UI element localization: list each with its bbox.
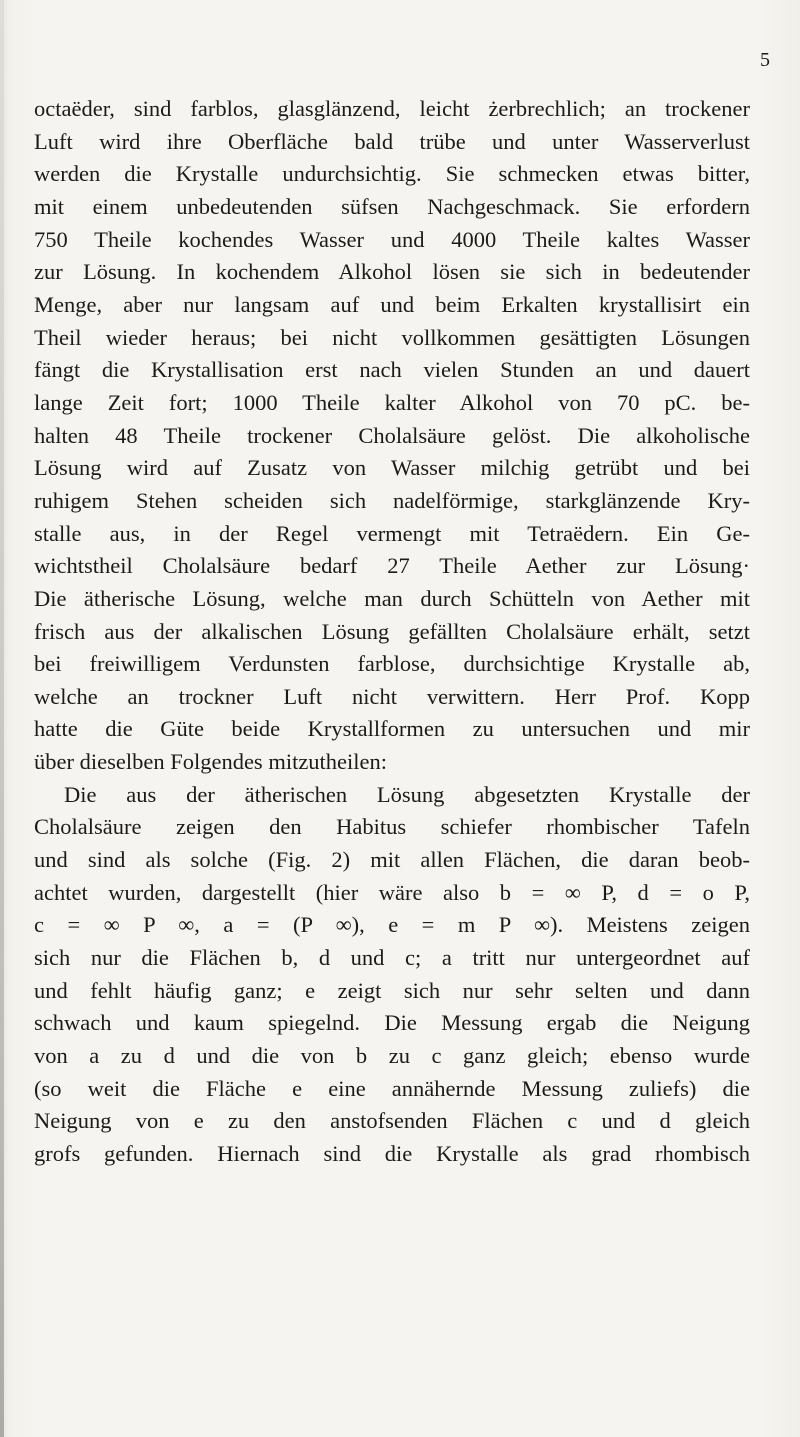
text-line: grofs gefunden. Hiernach sind die Krystalle als grad rhombisch — [34, 1141, 750, 1166]
text-line: von a zu d und die von b zu c ganz gleich; ebenso wurde — [34, 1043, 750, 1069]
text-line: ruhigem Stehen scheiden sich nadelförmige, starkglänzende Kry- — [34, 487, 750, 513]
text-line: hatte die Güte beide Krystallformen zu untersuchen und mir — [34, 716, 750, 742]
text-line: werden die Krystalle undurchsichtig. Sie schmecken etwas bitter, — [34, 161, 750, 187]
text-line: fängt die Krystallisation erst nach vielen Stunden an und dauert — [34, 357, 750, 383]
paragraph-start-line: Die aus der ätherischen Lösung abgesetzten Krystalle der — [64, 781, 750, 807]
text-line: Neigung von e zu den anstofsenden Flächen c und d gleich — [34, 1108, 750, 1134]
text-line: über dieselben Folgendes mitzutheilen: — [34, 749, 388, 775]
text-line: halten 48 Theile trockener Cholalsäure gelöst. Die alkoholische — [34, 422, 750, 448]
text-line: sich nur die Flächen b, d und c; a tritt nur untergeordnet auf — [34, 945, 750, 971]
text-line: Die ätherische Lösung, welche man durch Schütteln von Aether mit — [34, 585, 750, 611]
page-number: 5 — [760, 49, 770, 71]
text-line: schwach und kaum spiegelnd. Die Messung ergab die Neigung — [34, 1010, 750, 1036]
text-line: c = ∞ P ∞, a = (P ∞), e = m P ∞). Meistens zeigen — [34, 912, 750, 938]
text-line: (so weit die Fläche e eine annähernde Messung zuliefs) die — [34, 1075, 750, 1101]
text-line: stalle aus, in der Regel vermengt mit Tetraëdern. Ein Ge- — [34, 520, 750, 546]
text-line: wichtstheil Cholalsäure bedarf 27 Theile Aether zur Lösung· — [34, 553, 750, 579]
text-line: Theil wieder heraus; bei nicht vollkommen gesättigten Lösungen — [34, 324, 750, 350]
text-line: 750 Theile kochendes Wasser und 4000 Theile kaltes Wasser — [34, 226, 750, 252]
binding-edge — [0, 0, 4, 1437]
text-line: Cholalsäure zeigen den Habitus schiefer rhombischer Tafeln — [34, 814, 750, 840]
text-line: und sind als solche (Fig. 2) mit allen Flächen, die daran beob- — [34, 847, 750, 873]
text-line: achtet wurden, dargestellt (hier wäre also b = ∞ P, d = o P, — [34, 879, 750, 905]
text-line: welche an trockner Luft nicht verwittern. Herr Prof. Kopp — [34, 683, 750, 709]
text-line: octaëder, sind farblos, glasglänzend, leicht żerbrechlich; an trockener — [34, 96, 750, 121]
text-line: bei freiwilligem Verdunsten farblose, durchsichtige Krystalle ab, — [34, 651, 750, 677]
text-line: mit einem unbedeutenden süfsen Nachgeschmack. Sie erfordern — [34, 193, 750, 219]
body-text — [34, 93, 750, 1171]
text-line: lange Zeit fort; 1000 Theile kalter Alkohol von 70 pC. be- — [34, 389, 750, 415]
text-line: und fehlt häufig ganz; e zeigt sich nur sehr selten und dann — [34, 977, 750, 1003]
text-line: Menge, aber nur langsam auf und beim Erkalten krystallisirt ein — [34, 291, 750, 317]
text-line: frisch aus der alkalischen Lösung gefällten Cholalsäure erhält, setzt — [34, 618, 750, 644]
text-line: zur Lösung. In kochendem Alkohol lösen sie sich in bedeutender — [34, 259, 750, 285]
text-line: Lösung wird auf Zusatz von Wasser milchig getrübt und bei — [34, 455, 750, 481]
text-line: Luft wird ihre Oberfläche bald trübe und unter Wasserverlust — [34, 128, 750, 154]
